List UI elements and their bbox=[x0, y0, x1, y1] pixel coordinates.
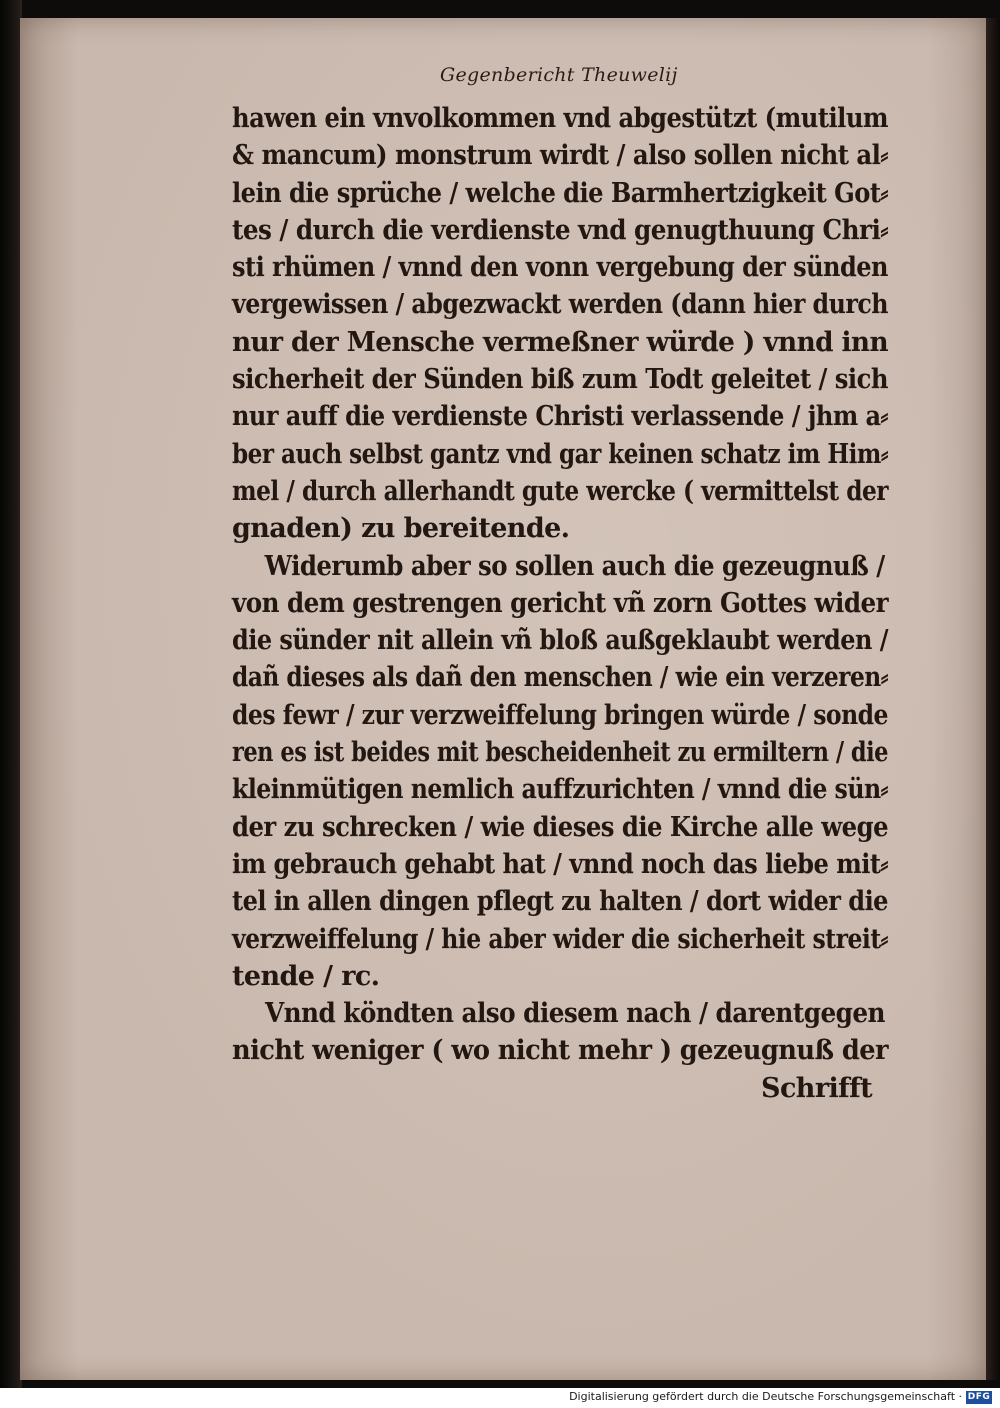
text-line: & mancum) monstrum wirdt / also sollen nicht al⸗ bbox=[232, 140, 888, 172]
text-line: ber auch selbst gantz vnd gar keinen schatz im Him⸗ bbox=[232, 438, 889, 470]
text-line: Vnnd köndten also diesem nach / darentgegen bbox=[264, 998, 885, 1030]
page-edge-shadow bbox=[986, 18, 1000, 1380]
footer-bar bbox=[0, 1388, 1000, 1408]
book-spine-shadow bbox=[0, 0, 22, 1388]
text-line: gnaden) zu bereitende. bbox=[232, 513, 570, 545]
text-line: vergewissen / abgezwackt werden (dann hier durch bbox=[232, 289, 888, 321]
text-line: nur der Mensche vermeßner würde ) vnnd inn bbox=[232, 326, 889, 358]
text-line: verzweiffelung / hie aber wider die sicherheit streit⸗ bbox=[232, 923, 888, 955]
text-line: ren es ist beides mit bescheidenheit zu ermiltern / die bbox=[232, 737, 888, 769]
text-line: im gebrauch gehabt hat / vnnd noch das liebe mit⸗ bbox=[232, 848, 888, 880]
text-line: tes / durch die verdienste vnd genugthuung Chri⸗ bbox=[232, 214, 889, 246]
text-line: nur auff die verdienste Christi verlassende / jhm a⸗ bbox=[232, 401, 889, 433]
text-line: dañ dieses als dañ den menschen / wie ein verzeren⸗ bbox=[232, 662, 888, 694]
text-line: des fewr / zur verzweiffelung bringen würde / sonde bbox=[232, 699, 888, 731]
text-line: mel / durch allerhandt gute wercke ( vermittelst der bbox=[232, 475, 889, 507]
text-line: nicht weniger ( wo nicht mehr ) gezeugnuß der bbox=[232, 1035, 888, 1067]
text-line: der zu schrecken / wie dieses die Kirche alle wege bbox=[232, 811, 889, 843]
text-line: tende / rc. bbox=[232, 960, 380, 992]
text-line: Widerumb aber so sollen auch die gezeugnuß / bbox=[264, 550, 885, 582]
text-line: sti rhümen / vnnd den vonn vergebung der sünden bbox=[232, 252, 888, 284]
text-line: lein die sprüche / welche die Barmhertzigkeit Got⸗ bbox=[232, 177, 888, 209]
text-line: von dem gestrengen gericht vñ zorn Gottes wider bbox=[232, 587, 889, 619]
funding-credit: Digitalisierung gefördert durch die Deutsche Forschungsgemeinschaft · bbox=[569, 1390, 962, 1403]
text-line: die sünder nit allein vñ bloß außgeklaubt werden / bbox=[232, 625, 889, 657]
running-title: Gegenbericht Theuwelij bbox=[440, 64, 678, 86]
dfg-logo-icon: DFG bbox=[967, 1392, 991, 1402]
text-line: sicherheit der Sünden biß zum Todt geleitet / sich bbox=[232, 364, 888, 396]
catchword: Schrifft bbox=[761, 1072, 872, 1104]
text-line: hawen ein vnvolkommen vnd abgestützt (mutilum bbox=[232, 103, 889, 134]
text-line: kleinmütigen nemlich auffzurichten / vnnd die sün⸗ bbox=[232, 774, 888, 806]
body-text bbox=[232, 100, 892, 1107]
text-line: tel in allen dingen pflegt zu halten / dort wider die bbox=[232, 886, 888, 918]
